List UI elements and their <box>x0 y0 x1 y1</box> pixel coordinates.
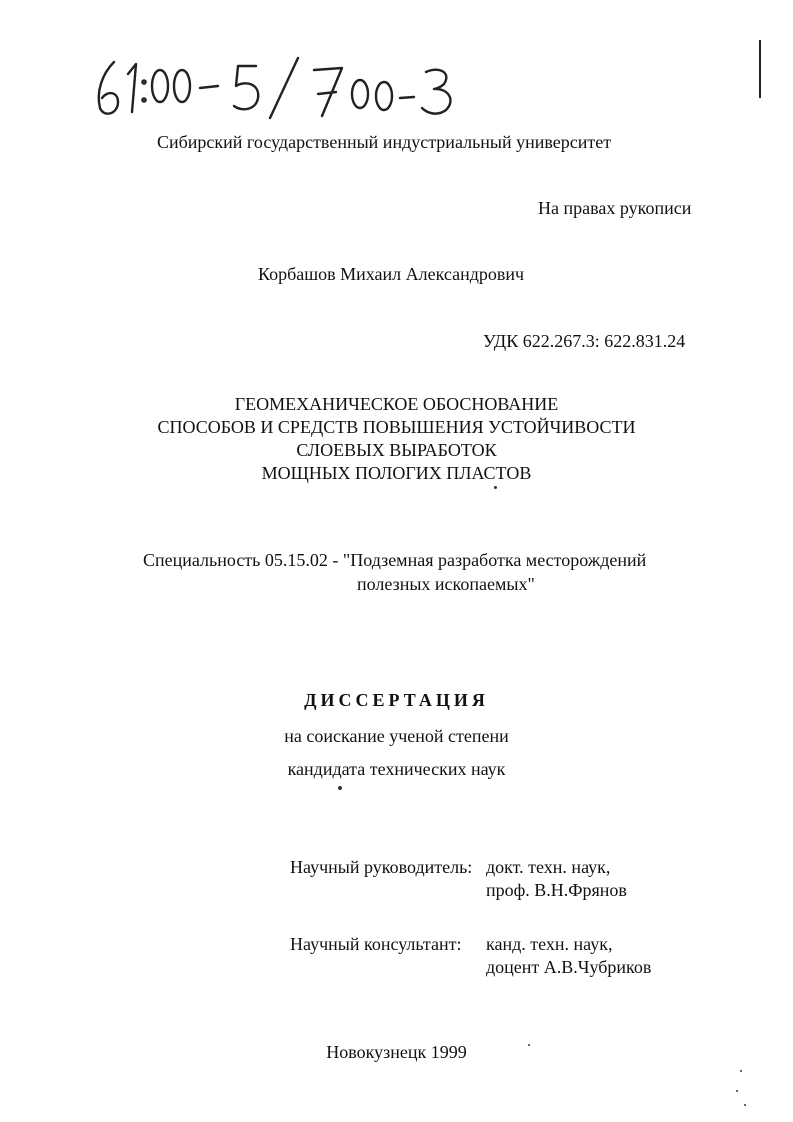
scan-speck <box>494 486 497 489</box>
udc-code: УДК 622.267.3: 622.831.24 <box>483 331 686 351</box>
supervisor-name: проф. В.Н.Фрянов <box>486 880 627 900</box>
city-year: Новокузнецк 1999 <box>326 1042 467 1062</box>
scan-speck <box>744 1104 746 1106</box>
manuscript-rights-note: На правах рукописи <box>538 198 692 218</box>
supervisor-label: Научный руководитель: <box>290 857 473 877</box>
author-name: Корбашов Михаил Александрович <box>258 264 525 284</box>
specialty-line-1: Специальность 05.15.02 - "Подземная разработка месторождений <box>143 550 647 570</box>
degree-line-1: на соискание ученой степени <box>284 726 509 746</box>
scan-speck <box>338 786 342 790</box>
scan-speck <box>736 1090 738 1092</box>
specialty-line-2: полезных ископаемых" <box>357 574 535 594</box>
dissertation-heading: ДИССЕРТАЦИЯ <box>304 690 489 710</box>
consultant-label: Научный консультант: <box>290 934 462 954</box>
scan-edge-mark <box>759 40 761 98</box>
title-line: МОЩНЫХ ПОЛОГИХ ПЛАСТОВ <box>261 463 532 483</box>
supervisor-degree: докт. техн. наук, <box>486 857 611 877</box>
title-line: СЛОЕВЫХ ВЫРАБОТОК <box>296 440 497 460</box>
handwritten-archive-stamp <box>92 52 462 122</box>
consultant-degree: канд. техн. наук, <box>486 934 613 954</box>
title-line: ГЕОМЕХАНИЧЕСКОЕ ОБОСНОВАНИЕ <box>234 394 559 414</box>
university-name: Сибирский государственный индустриальный университет <box>157 132 612 152</box>
degree-line-2: кандидата технических наук <box>287 759 506 779</box>
title-line: СПОСОБОВ И СРЕДСТВ ПОВЫШЕНИЯ УСТОЙЧИВОСТИ <box>157 417 636 437</box>
consultant-name: доцент А.В.Чубриков <box>486 957 652 977</box>
scan-speck <box>528 1044 530 1046</box>
scan-speck <box>740 1070 742 1072</box>
